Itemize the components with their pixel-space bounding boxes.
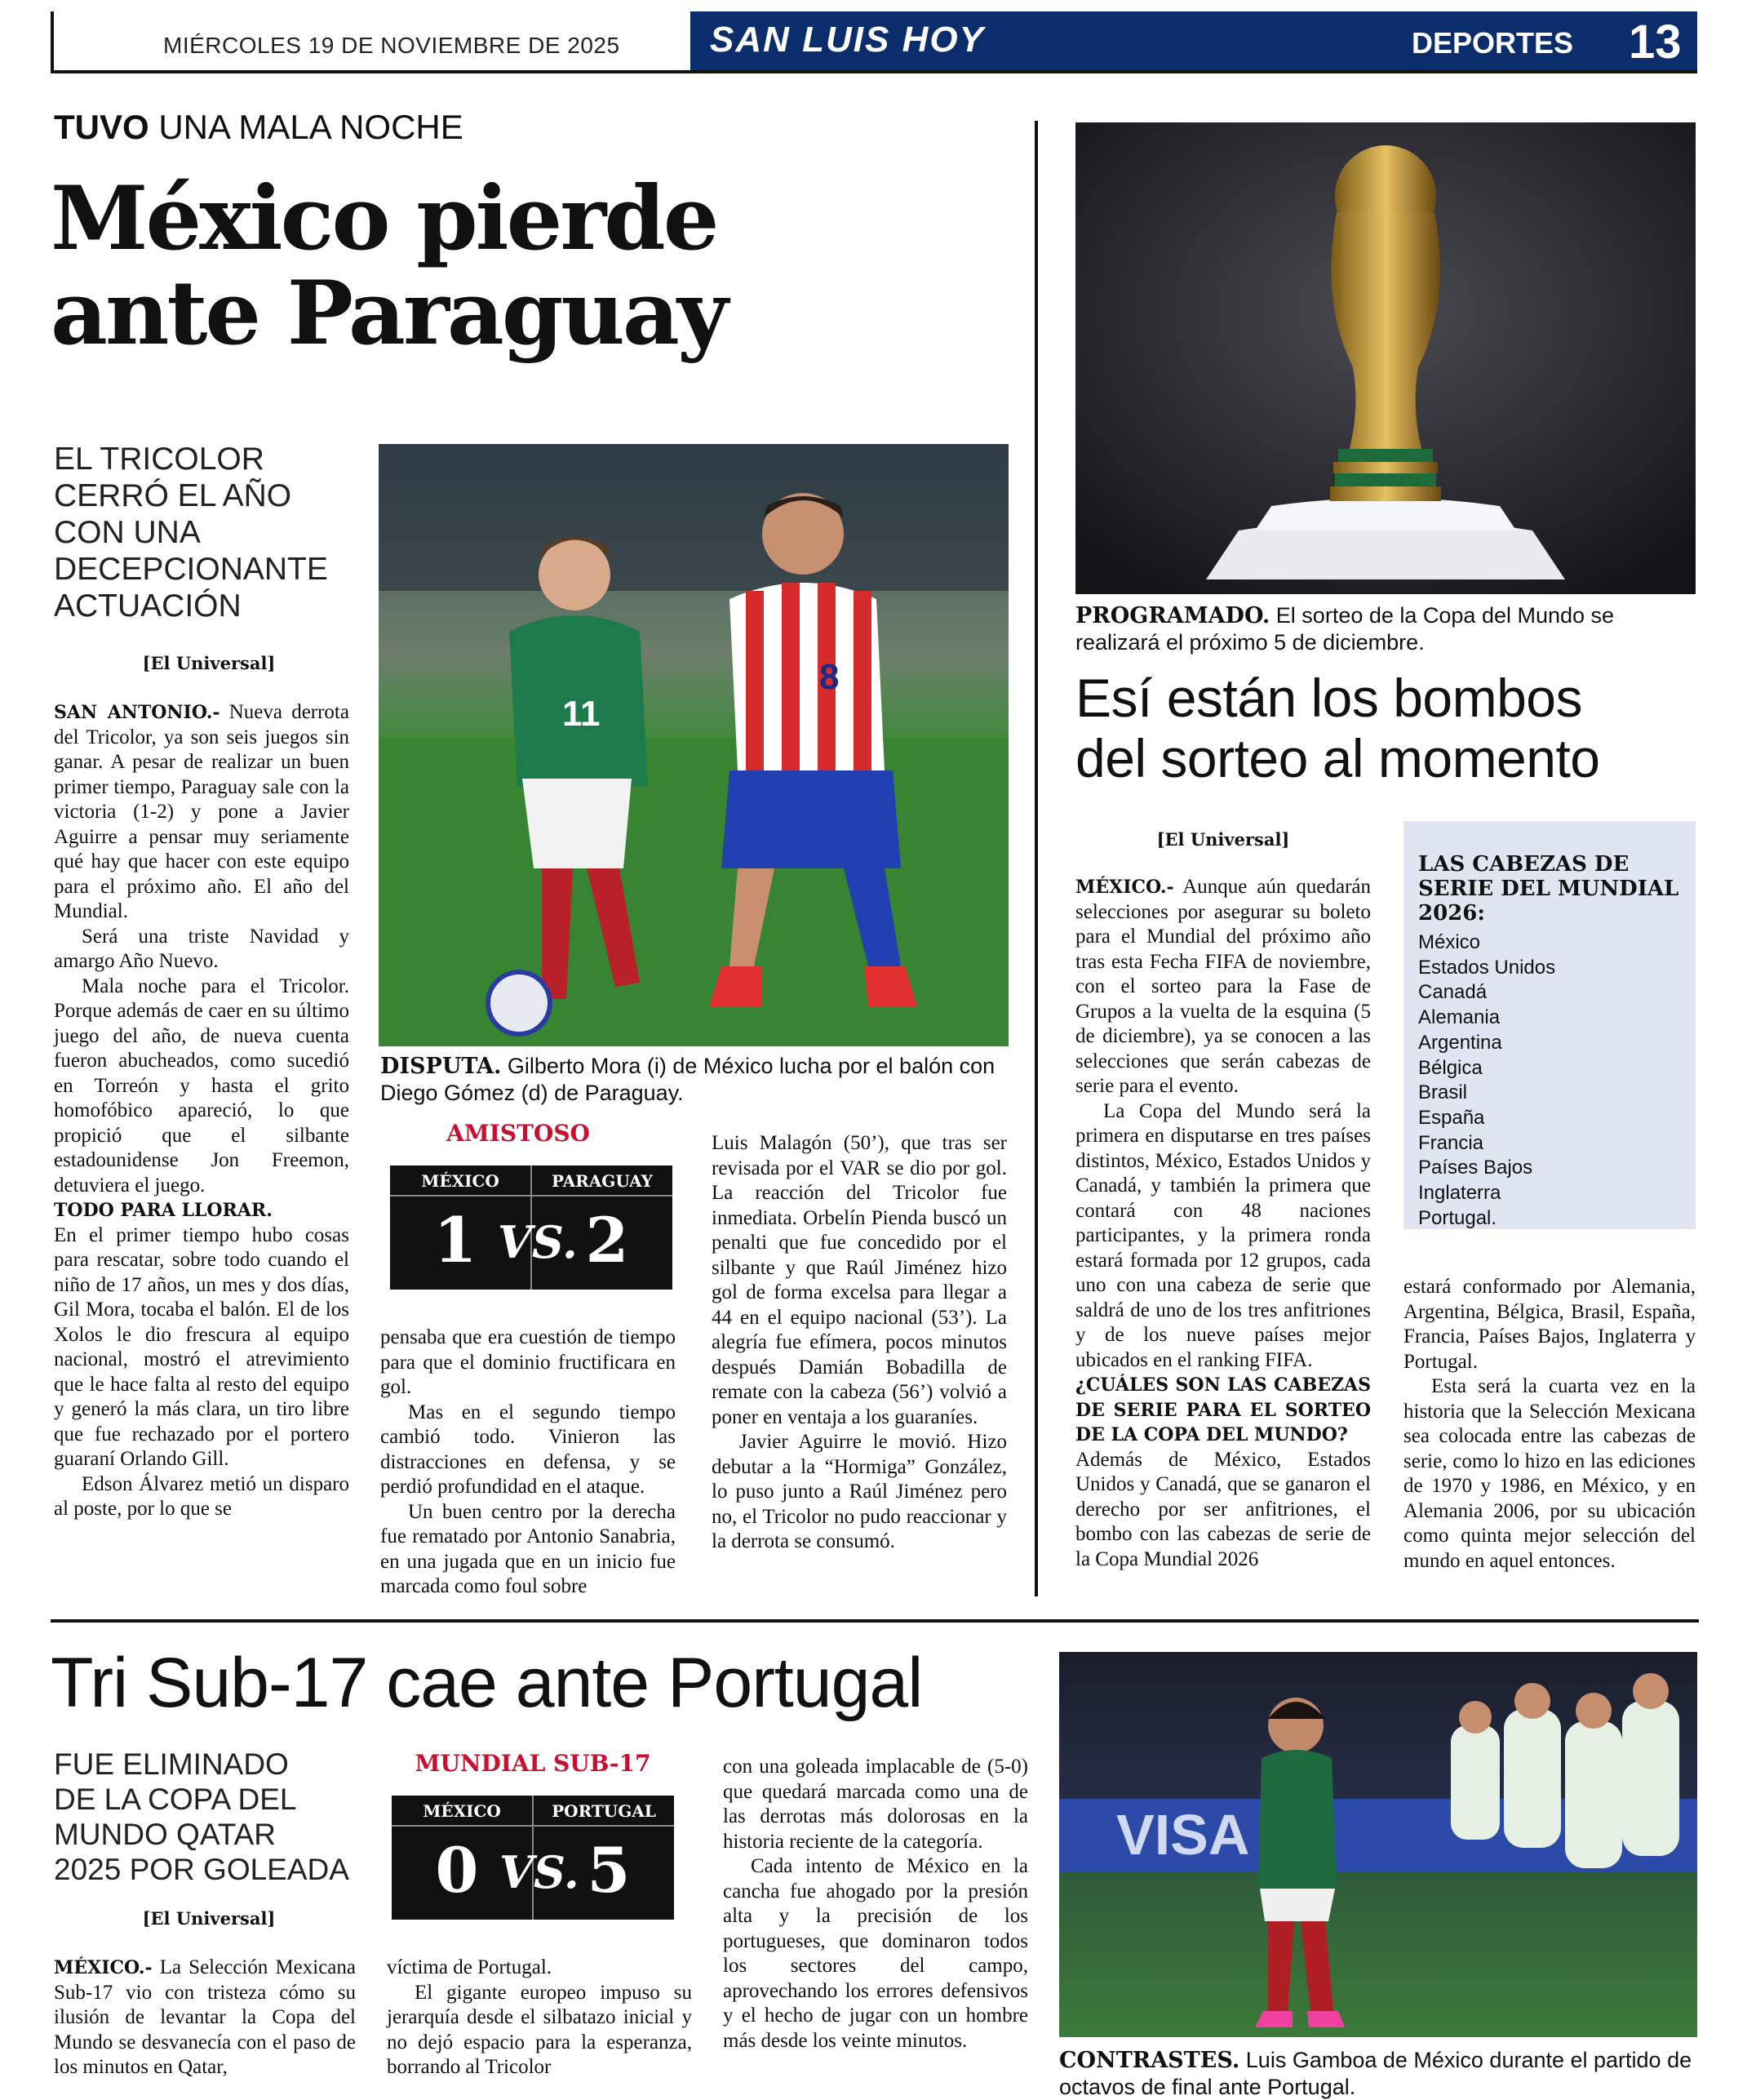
match-photo-caption <box>380 1053 1017 1106</box>
bottom-headline: Tri Sub-17 cae ante Portugal <box>51 1644 923 1722</box>
body-text: La Selección Mexicana Sub-17 vio con tristeza cómo su ilusión de levantar la Copa del Mundo se desvanecía con el paso de los minutos en Qatar, <box>54 1956 356 2078</box>
kicker-rest: UNA MALA NOCHE <box>149 108 463 146</box>
header-left-rule <box>51 11 54 70</box>
deck-line: 2025 POR GOLEADA <box>54 1853 349 1886</box>
team-a-score: 1 <box>433 1204 477 1276</box>
caption-lead: DISPUTA. <box>380 1054 502 1079</box>
body-text: La Copa del Mundo será la primera en disputarse en tres países distintos, México, Estados Unidos y Canadá, y también la primera que contará con 48 naciones participantes, y la primera ronda estará formada por 12 grupos, cada uno con una cabeza de serie que saldrá de uno de los tres anfitriones y de los nueve países mejor ubicados en el ranking FIFA. <box>1075 1099 1371 1371</box>
caption-text: El sorteo de la Copa del Mundo se realizará el próximo 5 de diciembre. <box>1075 603 1615 655</box>
deck-line: CERRÓ EL AÑO <box>54 478 292 513</box>
caption-text: Luis Gamboa de México durante el partido de octavos de final ante Portugal. <box>1059 2048 1692 2099</box>
main-headline-line1: México pierde <box>51 167 717 270</box>
main-headline-line2: ante Paraguay <box>51 262 726 365</box>
caption-lead: PROGRAMADO. <box>1075 603 1270 628</box>
trophy-photo-illustration <box>1075 122 1696 594</box>
list-item: Canadá <box>1418 981 1488 1004</box>
bottom-credit: [El Universal] <box>142 1908 276 1929</box>
bottom-deck <box>54 1747 349 1887</box>
bottom-col2 <box>387 1956 692 2080</box>
body-text: Edson Álvarez metió un disparo al poste, por lo que se <box>54 1472 349 1520</box>
body-text: pensaba que era cuestión de tiempo para que el dominio fructificara en gol. <box>380 1326 676 1398</box>
page-number: 13 <box>1629 16 1682 69</box>
versus-label: VS. <box>498 1216 578 1268</box>
dateline: MÉXICO.- <box>1075 877 1174 898</box>
main-col2 <box>380 1325 676 1600</box>
body-text: Mala noche para el Tricolor. Porque además de caer en su último juego del año, de nueva cuenta fueron abucheados, como sucedió en Torreón y hasta el grito homofóbico apareció, lo que propició que el silbante estadounidense Jon Freemon, detuviera el juego. <box>54 975 349 1197</box>
main-headline <box>51 167 726 365</box>
body-text: Nueva derrota del Tricolor, ya son seis juegos sin ganar. A pesar de realizar un buen primer tiempo, Paraguay sale con la victoria (1-2) y pone a Javier Aguirre a pensar muy seriamente qué hay que hacer con este equipo para el próximo año. El año del Mundial. <box>54 701 349 922</box>
column-divider <box>1035 121 1038 1596</box>
masthead-brand: SAN LUIS HOY <box>710 20 985 60</box>
team-b-score: 2 <box>585 1204 629 1276</box>
match-photo <box>379 444 1009 1046</box>
deck-line: DECEPCIONANTE <box>54 552 328 587</box>
body-text: Será una triste Navidad y amargo Año Nuevo. <box>54 925 349 972</box>
team-a-name: MÉXICO <box>421 1171 499 1191</box>
team-b-score: 5 <box>587 1834 631 1907</box>
main-col3 <box>712 1131 1007 1555</box>
side-headline <box>1075 668 1600 788</box>
body-text: con una goleada implacable de (5-0) que quedará marcada como una de las derrotas más dolorosas en la historia reciente de la categoría. <box>723 1756 1028 1853</box>
list-item: Argentina <box>1418 1031 1502 1054</box>
bottom-col3 <box>723 1755 1028 2053</box>
list-item: Francia <box>1418 1131 1484 1154</box>
body-text: Luis Malagón (50’), que tras ser revisada por el VAR se dio por gol. La reacción del Tricolor fue inmediata. Orbelín Pienda buscó un penalti que fue concedido por el silbante y que Raúl Jiménez hizo gol de forma excelsa para llegar a 44 en el equipo nacional (53’). La alegría fue efímera, pocos minutos después Damián Bobadilla de remate con la cabeza (56’) volvió a poner en ventaja a los guaraníes. <box>712 1132 1007 1428</box>
list-item: México <box>1418 931 1481 953</box>
match-photo-illustration <box>379 444 1009 1046</box>
team-a-score: 0 <box>435 1834 479 1907</box>
bottom-col1 <box>54 1956 356 2080</box>
main-deck <box>54 441 328 624</box>
main-col1 <box>54 700 349 1522</box>
issue-date: MIÉRCOLES 19 DE NOVIEMBRE DE 2025 <box>163 33 620 58</box>
list-item: Brasil <box>1418 1081 1468 1104</box>
body-text: Mas en el segundo tiempo cambió todo. Vinieron las distracciones en defensa, y se perdió profundidad en el ataque. <box>380 1401 676 1498</box>
list-item: Inglaterra <box>1418 1182 1501 1205</box>
side-headline-line1: Esí están los bombos <box>1075 668 1582 728</box>
dateline: SAN ANTONIO.- <box>54 702 220 723</box>
seeded-teams-box <box>1403 821 1696 1229</box>
body-text: Aunque aún quedarán selecciones por asegurar su boleto para el Mundial del próximo año tras esta Fecha FIFA de noviembre, con el sorteo para la Fase de Grupos a la vuelta de la esquina (5 de diciembre), ya se conocen a las selecciones que serán cabezas de serie para el evento. <box>1075 876 1371 1097</box>
svg-text:11: 11 <box>562 694 601 734</box>
list-item: Portugal. <box>1418 1206 1497 1229</box>
body-text: Además de México, Estados Unidos y Canadá, que se ganaron el derecho por ser anfitriones, el bombo con las cabezas de serie de la Copa Mundial 2026 <box>1075 1448 1371 1570</box>
deck-line: EL TRICOLOR <box>54 442 264 477</box>
main-credit: [El Universal] <box>142 653 276 673</box>
body-text: Cada intento de México en la cancha fue ahogado por la presión alta y la precisión de los portugueses, que dominaron todos los sectores del campo, aprovechando los errores defensivos y el hecho de jugar con un hombre más desde los veinte minutos. <box>723 1855 1028 2052</box>
versus-label: VS. <box>499 1846 579 1898</box>
sub17-photo-caption <box>1059 2047 1704 2100</box>
scoreboard-rule <box>392 1825 674 1827</box>
caption-text: Gilberto Mora (i) de México lucha por el balón con Diego Gómez (d) de Paraguay. <box>380 1054 996 1105</box>
deck-line: DE LA COPA DEL <box>54 1783 297 1816</box>
scoreboard <box>390 1165 672 1290</box>
body-text: Javier Aguirre le movió. Hizo debutar a la “Hormiga” González, lo puso junto a Raúl Jiménez pero no, el Tricolor no pudo reaccionar y la derrota se consumó. <box>712 1431 1007 1552</box>
svg-text:VISA: VISA <box>1116 1803 1250 1867</box>
kicker-bold: TUVO <box>54 108 149 146</box>
dateline: MÉXICO.- <box>54 1957 153 1978</box>
side-col2 <box>1403 1275 1696 1574</box>
list-item: Estados Unidos <box>1418 956 1556 979</box>
deck-line: ACTUACIÓN <box>54 588 242 624</box>
team-b-name: PORTUGAL <box>552 1801 656 1821</box>
deck-line: MUNDO QATAR <box>54 1818 277 1851</box>
sidebar-title: LAS CABEZAS DE SERIE DEL MUNDIAL 2026: <box>1418 852 1679 926</box>
subhead: ¿CUÁLES SON LAS CABEZAS DE SERIE PARA EL SORTEO DE LA COPA DEL MUNDO? <box>1075 1374 1371 1445</box>
list-item: Bélgica <box>1418 1056 1483 1079</box>
sub17-photo-illustration <box>1059 1652 1697 2037</box>
deck-line: FUE ELIMINADO <box>54 1747 289 1781</box>
kicker <box>54 108 463 147</box>
body-text: víctima de Portugal. <box>387 1956 552 1978</box>
body-text: Esta será la cuarta vez en la historia que la Selección Mexicana sea colocada entre las cabezas de serie, como lo hizo en las ediciones de 1970 y 1986, en México, y en Alemania 2006, por su ubicación como quinta mejor selección del mundo en aquel entonces. <box>1403 1375 1696 1572</box>
side-credit: [El Universal] <box>1156 829 1290 850</box>
sub17-photo <box>1059 1652 1697 2037</box>
scoreboard-rule <box>390 1195 672 1197</box>
header-bottom-rule <box>51 70 1697 73</box>
list-item: Países Bajos <box>1418 1157 1533 1179</box>
scoreboard-title: MUNDIAL SUB-17 <box>415 1750 651 1777</box>
deck-line: CON UNA <box>54 515 201 550</box>
side-headline-line2: del sorteo al momento <box>1075 728 1600 788</box>
caption-lead: CONTRASTES. <box>1059 2048 1240 2073</box>
scoreboard <box>392 1796 674 1920</box>
side-col1 <box>1075 875 1371 1572</box>
subhead: TODO PARA LLORAR. <box>54 1200 273 1221</box>
body-text: Un buen centro por la derecha fue rematado por Antonio Sanabria, en una jugada que en un inicio fue marcada como foul sobre <box>380 1500 676 1597</box>
team-b-name: PARAGUAY <box>552 1171 653 1191</box>
list-item: España <box>1418 1106 1485 1129</box>
seeded-teams-list <box>1403 930 1696 1231</box>
team-a-name: MÉXICO <box>423 1801 501 1821</box>
body-text: El gigante europeo impuso su jerarquía desde el silbatazo inicial y no dejó espacio para la esperanza, borrando al Tricolor <box>387 1981 692 2078</box>
body-text: estará conformado por Alemania, Argentina, Bélgica, Brasil, España, Francia, Países Bajos, Inglaterra y Portugal. <box>1403 1276 1696 1373</box>
body-text: En el primer tiempo hubo cosas para rescatar, sobre todo cuando el niño de 17 años, un mes y dos días, Gil Mora, tocaba el balón. El de los Xolos le dio frescura al equipo nacional, mostró el atrevimiento que le hace falta al resto del equipo y generó la más clara, un tiro libre que fue rechazado por el portero guaraní Orlando Gill. <box>54 1223 349 1470</box>
list-item: Alemania <box>1418 1006 1501 1029</box>
trophy-photo <box>1075 122 1696 594</box>
section-divider <box>51 1619 1699 1623</box>
svg-text:8: 8 <box>819 657 840 697</box>
scoreboard-title: AMISTOSO <box>446 1120 590 1147</box>
section-name: DEPORTES <box>1412 26 1574 60</box>
trophy-photo-caption <box>1075 602 1696 655</box>
